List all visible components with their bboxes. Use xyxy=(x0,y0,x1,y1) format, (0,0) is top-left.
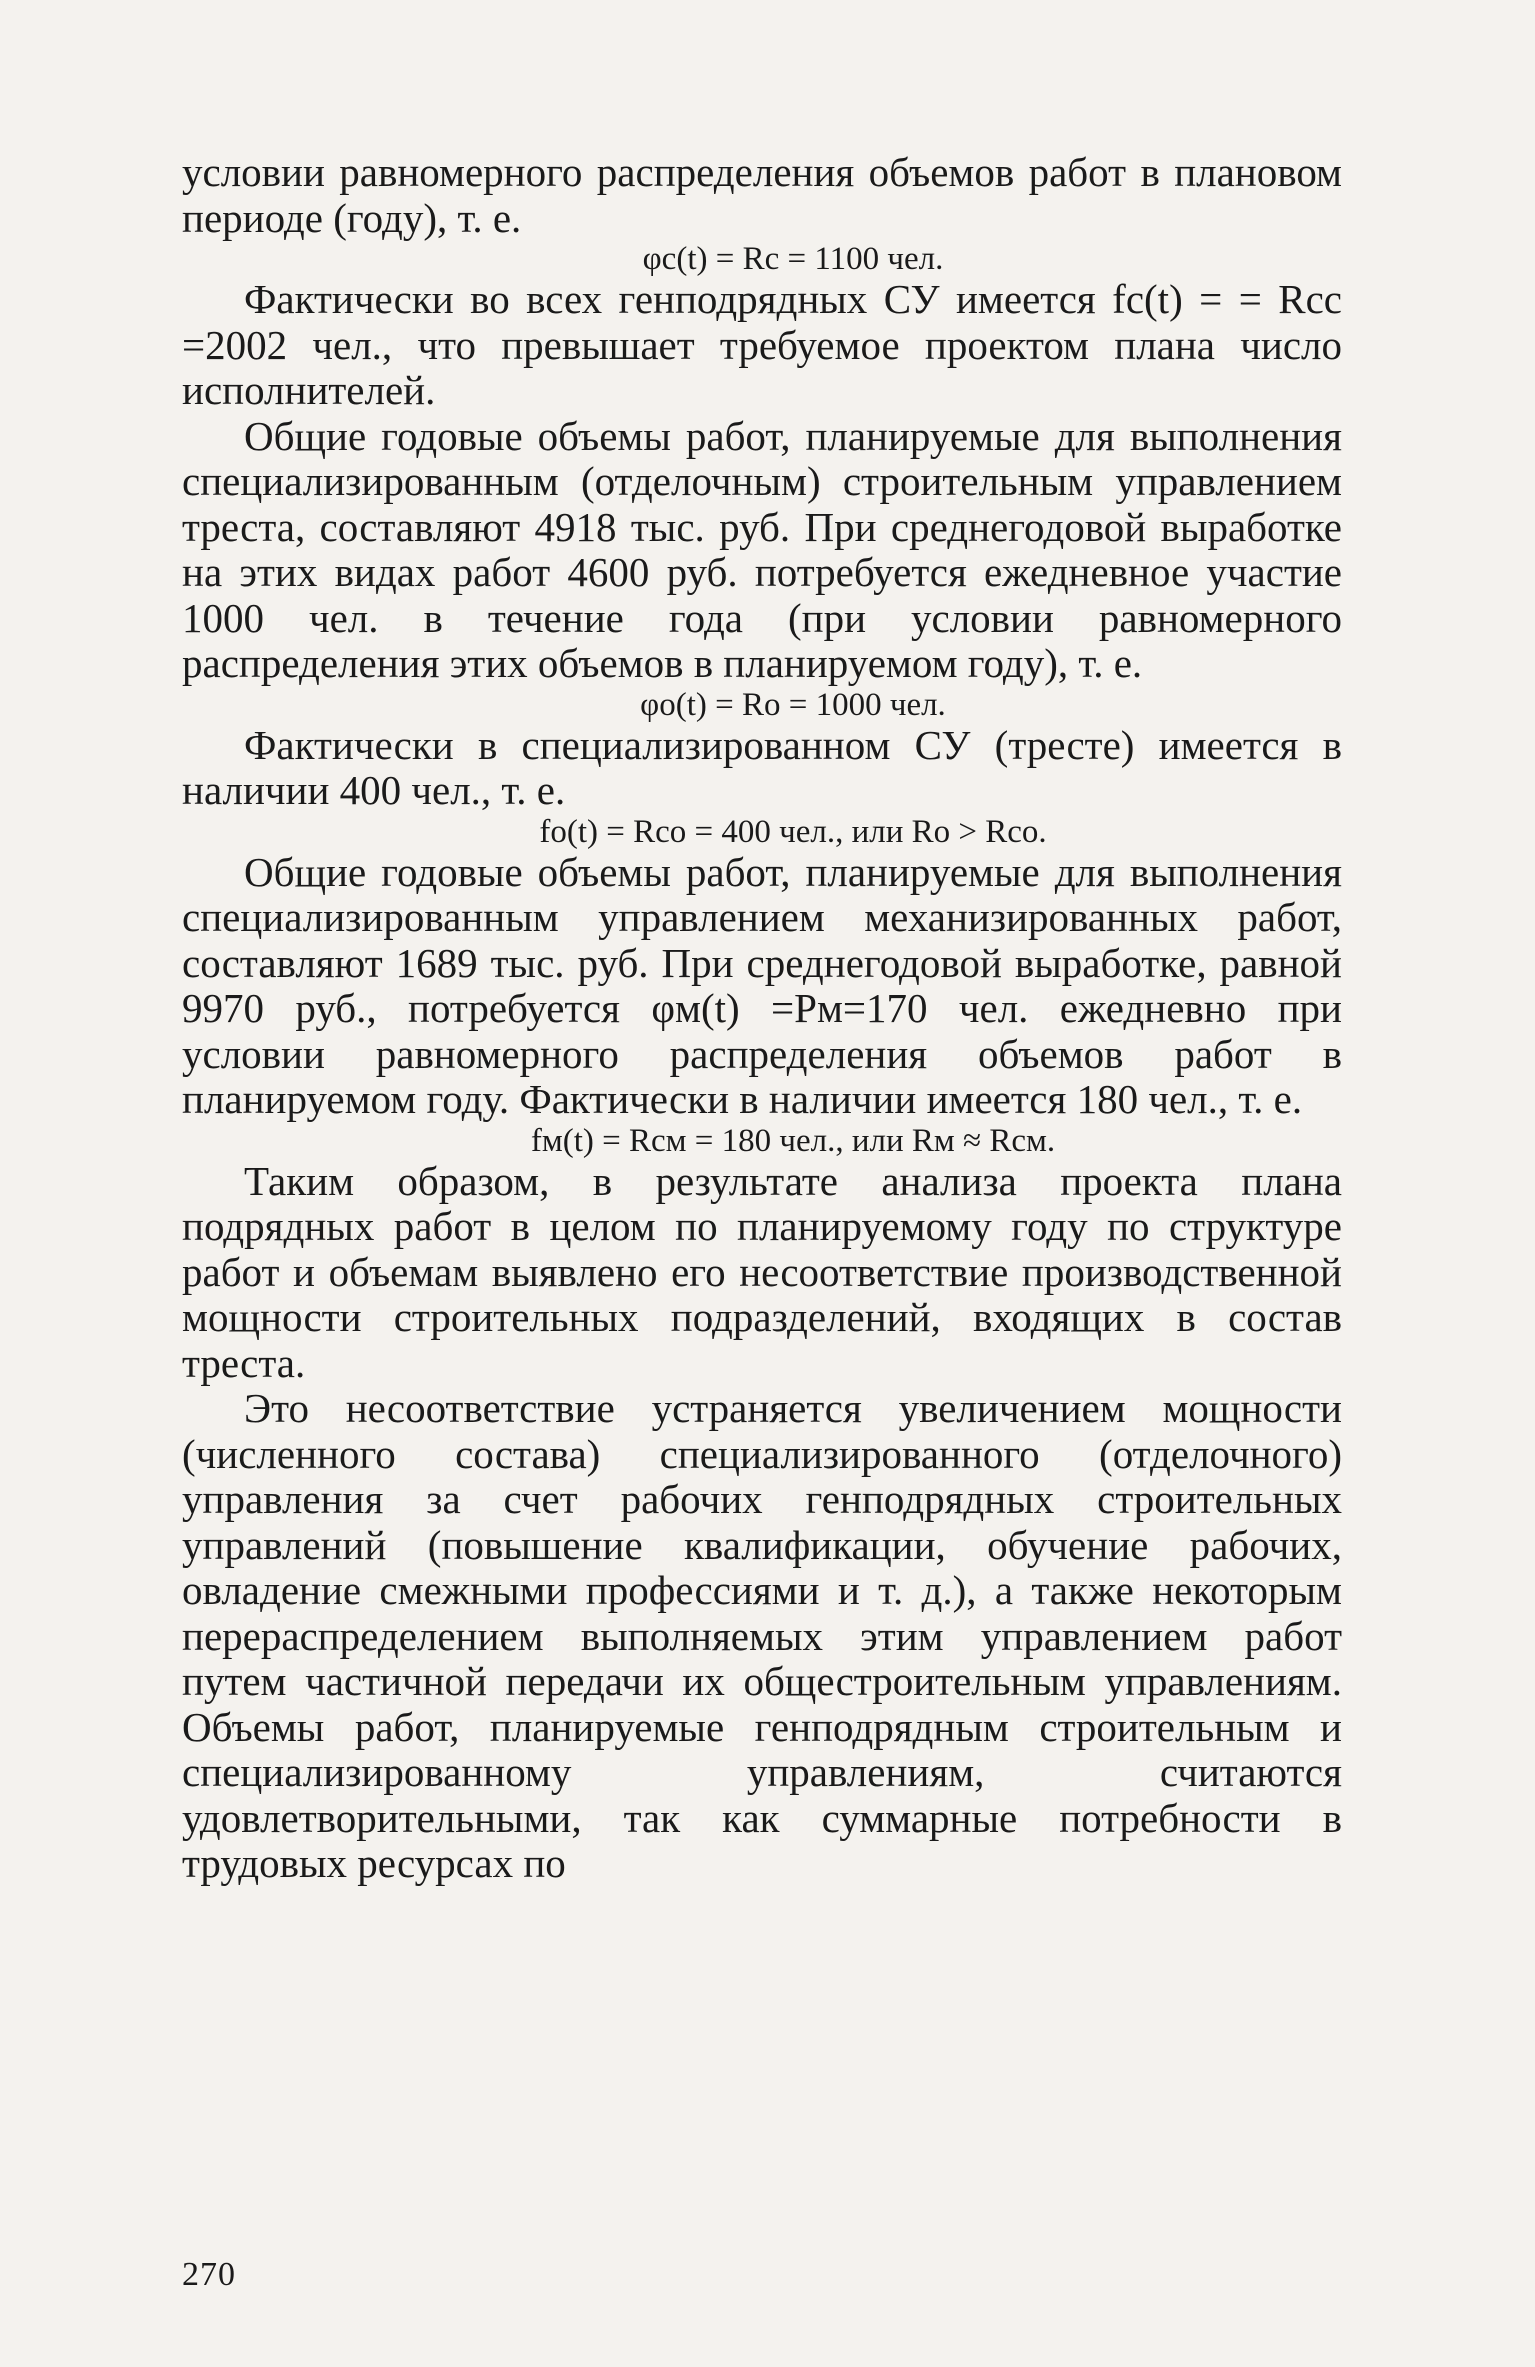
page-number: 270 xyxy=(182,2256,236,2293)
paragraph-fact-special: Фактически в специализированном СУ (тресте) имеется в наличии 400 чел., т. е. xyxy=(182,721,1342,813)
paragraph-fact-gen: Фактически во всех генподрядных СУ имеется fc(t) = = Rcc =2002 чел., что превышает требуемое проектом плана число исполнителей. xyxy=(182,276,1342,413)
paragraph-finishing: Общие годовые объемы работ, планируемые для выполнения специализированным (отделочным) строительным управлением треста, составляют 4918 тыс. руб. При среднегодовой выработке на этих видах работ 4600 руб. потребуется ежедневное участие 1000 чел. в течение года (при условии равномерного распределения этих объемов в планируемом году), т. е. xyxy=(182,412,1342,686)
paragraph-remedy: Это несоответствие устраняется увеличением мощности (численного состава) специализированного (отделочного) управления за счет рабочих генподрядных строительных управлений (повышение квалификации, обучение рабочих, овладение смежными профессиями и т. д.), а также некоторым перераспределением выполняемых этим управлением работ путем частичной передачи их общестроительным управлениям. Объемы работ, планируемые генподрядным строительным и специализированному управлениям, считаются удовлетворительными, так как суммарные потребности в трудовых ресурсах по xyxy=(182,1385,1342,1886)
paragraph-continuation: условии равномерного распределения объемов работ в плановом периоде (году), т. е. xyxy=(182,149,1342,241)
formula-f-o: fo(t) = Rco = 400 чел., или Ro > Rco. xyxy=(539,813,1047,850)
formula-f-m: fм(t) = Rcм = 180 чел., или Rм ≈ Rcм. xyxy=(530,1122,1056,1159)
body-text xyxy=(182,150,1342,1887)
paragraph-conclusion: Таким образом, в результате анализа проекта плана подрядных работ в целом по планируемому году по структуре работ и объемам выявлено его несоответствие производственной мощности строительных подразделений, входящих в состав треста. xyxy=(182,1157,1342,1386)
paragraph-mechanized: Общие годовые объемы работ, планируемые для выполнения специализированным управлением механизированных работ, составляют 1689 тыс. руб. При среднегодовой выработке, равной 9970 руб., потребуется φм(t) =Pм=170 чел. ежедневно при условии равномерного распределения объемов работ в планируемом году. Фактически в наличии имеется 180 чел., т. е. xyxy=(182,848,1342,1122)
formula-phi-c: φc(t) = Rc = 1100 чел. xyxy=(642,241,944,277)
formula-phi-o: φo(t) = Ro = 1000 чел. xyxy=(640,686,946,723)
